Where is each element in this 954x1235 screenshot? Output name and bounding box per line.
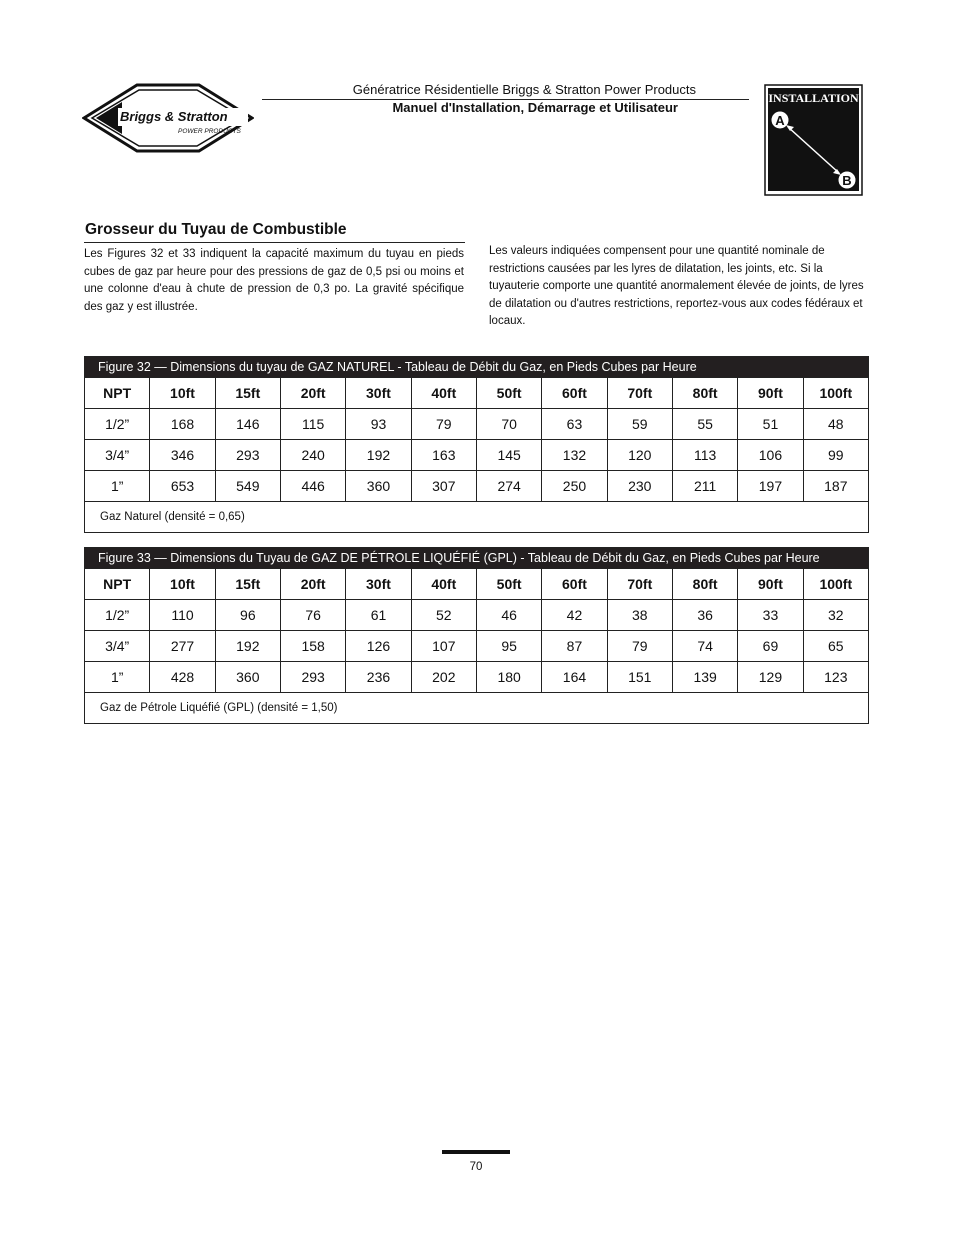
table-header-row — [85, 378, 869, 409]
table-cell: 61 — [346, 600, 411, 631]
table-row — [85, 600, 869, 631]
header-cell: 20ft — [280, 378, 345, 409]
table-cell: 1” — [85, 471, 150, 502]
restrictions-paragraph: Les valeurs indiquées compensent pour une quantité nominale de restrictions causées par les lyres de dilatation, les joints, etc. Si la tuyauterie comporte une quantité anormalement élevée de joints, de lyres de dilatation ou d'autres restrictions, reportez-vous aux codes fédéraux et locaux. — [489, 245, 864, 327]
table-cell: 113 — [672, 440, 737, 471]
table-cell: 65 — [803, 631, 868, 662]
table-cell: 33 — [738, 600, 803, 631]
table-cell: 187 — [803, 471, 868, 502]
table-cell: 192 — [215, 631, 280, 662]
table-header-row — [85, 569, 869, 600]
table-cell: 76 — [280, 600, 345, 631]
header-cell: 70ft — [607, 569, 672, 600]
table-cell: 250 — [542, 471, 607, 502]
svg-text:Briggs & Stratton: Briggs & Stratton — [120, 109, 228, 124]
header-cell: 100ft — [803, 569, 868, 600]
table-cell: 87 — [542, 631, 607, 662]
header-cell: 90ft — [738, 569, 803, 600]
header-cell: 20ft — [280, 569, 345, 600]
svg-text:INSTALLATION: INSTALLATION — [768, 91, 859, 105]
table-cell: 79 — [411, 409, 476, 440]
table-cell: 69 — [738, 631, 803, 662]
table-cell: 70 — [476, 409, 541, 440]
table-cell: 126 — [346, 631, 411, 662]
table-cell: 293 — [280, 662, 345, 693]
section-rule — [84, 242, 465, 243]
table-cell: 211 — [672, 471, 737, 502]
table-cell: 192 — [346, 440, 411, 471]
table-cell: 230 — [607, 471, 672, 502]
header-cell: 15ft — [215, 378, 280, 409]
table-cell: 446 — [280, 471, 345, 502]
table-cell: 293 — [215, 440, 280, 471]
table-cell: 164 — [542, 662, 607, 693]
table-cell: 42 — [542, 600, 607, 631]
table-cell: 360 — [346, 471, 411, 502]
installation-badge — [764, 84, 863, 196]
table-cell: 95 — [476, 631, 541, 662]
table-cell: 158 — [280, 631, 345, 662]
table-cell: 3/4” — [85, 440, 150, 471]
header-cell: 30ft — [346, 569, 411, 600]
header-cell: 40ft — [411, 569, 476, 600]
table-cell: 274 — [476, 471, 541, 502]
footer-bar — [442, 1150, 510, 1154]
header-cell: 70ft — [607, 378, 672, 409]
header-cell: 30ft — [346, 378, 411, 409]
table-row — [85, 440, 869, 471]
table-row — [85, 409, 869, 440]
table-cell: 549 — [215, 471, 280, 502]
table-cell: 132 — [542, 440, 607, 471]
table-row — [85, 631, 869, 662]
header-title: Génératrice Résidentielle Briggs & Stratton Power Products — [352, 82, 696, 97]
table-cell: 653 — [150, 471, 215, 502]
header-cell: 10ft — [150, 378, 215, 409]
table-cell: 139 — [672, 662, 737, 693]
table-cell: 38 — [607, 600, 672, 631]
table-cell: 93 — [346, 409, 411, 440]
table-cell: 74 — [672, 631, 737, 662]
header-cell: 60ft — [542, 569, 607, 600]
table-cell: 51 — [738, 409, 803, 440]
table-cell: 79 — [607, 631, 672, 662]
table-note: Gaz de Pétrole Liquéfié (GPL) (densité = 1,50) — [85, 693, 869, 724]
table-cell: 240 — [280, 440, 345, 471]
table-cell: 110 — [150, 600, 215, 631]
table-cell: 123 — [803, 662, 868, 693]
table-cell: 202 — [411, 662, 476, 693]
table-cell: 107 — [411, 631, 476, 662]
svg-text:A: A — [775, 113, 785, 128]
table-cell: 99 — [803, 440, 868, 471]
header-cell: 40ft — [411, 378, 476, 409]
table-row — [85, 471, 869, 502]
table-cell: 307 — [411, 471, 476, 502]
table-cell: 163 — [411, 440, 476, 471]
table-cell: 346 — [150, 440, 215, 471]
table-cell: 59 — [607, 409, 672, 440]
header-cell: 60ft — [542, 378, 607, 409]
header-cell: 100ft — [803, 378, 868, 409]
table-cell: 106 — [738, 440, 803, 471]
table-cell: 146 — [215, 409, 280, 440]
section-title: Grosseur du Tuyau de Combustible — [85, 221, 347, 238]
table-cell: 1” — [85, 662, 150, 693]
table-cell: 52 — [411, 600, 476, 631]
table-cell: 236 — [346, 662, 411, 693]
table-cell: 428 — [150, 662, 215, 693]
table-cell: 46 — [476, 600, 541, 631]
table-cell: 129 — [738, 662, 803, 693]
intro-paragraph: Les Figures 32 et 33 indiquent la capacité maximum du tuyau en pieds cubes de gaz par heure pour des pressions de gaz de 0,5 psi ou moins et une colonne d'eau à chute de pression de 0,3 po. La gravité spécifique des gaz y est illustrée. — [84, 248, 464, 313]
table-cell: 96 — [215, 600, 280, 631]
page-number: 70 — [469, 1161, 483, 1173]
table-cell: 36 — [672, 600, 737, 631]
table-cell: 3/4” — [85, 631, 150, 662]
table-cell: 180 — [476, 662, 541, 693]
table-cell: 360 — [215, 662, 280, 693]
header-cell: NPT — [85, 569, 150, 600]
header-cell: 15ft — [215, 569, 280, 600]
table-cell: 63 — [542, 409, 607, 440]
table-cell: 1/2” — [85, 600, 150, 631]
table-cell: 115 — [280, 409, 345, 440]
table-cell: 55 — [672, 409, 737, 440]
table-caption: Figure 32 — Dimensions du tuyau de GAZ NATUREL - Tableau de Débit du Gaz, en Pieds Cubes par Heure — [85, 357, 869, 378]
table-cell: 48 — [803, 409, 868, 440]
table-cell: 145 — [476, 440, 541, 471]
header-cell: NPT — [85, 378, 150, 409]
svg-text:POWER PRODUCTS: POWER PRODUCTS — [178, 128, 241, 135]
header-cell: 10ft — [150, 569, 215, 600]
table-cell: 1/2” — [85, 409, 150, 440]
table-cell: 120 — [607, 440, 672, 471]
header-cell: 80ft — [672, 569, 737, 600]
header-cell: 50ft — [476, 378, 541, 409]
header-cell: 80ft — [672, 378, 737, 409]
table-cell: 197 — [738, 471, 803, 502]
header-subtitle: Manuel d'Installation, Démarrage et Utilisateur — [392, 100, 678, 115]
table-caption: Figure 33 — Dimensions du Tuyau de GAZ DE PÉTROLE LIQUÉFIÉ (GPL) - Tableau de Débit du Gaz, en Pieds Cubes par Heure — [85, 548, 869, 569]
table-cell: 32 — [803, 600, 868, 631]
briggs-stratton-logo — [82, 82, 254, 154]
table-cell: 277 — [150, 631, 215, 662]
svg-text:B: B — [842, 173, 852, 188]
table-note: Gaz Naturel (densité = 0,65) — [85, 502, 869, 533]
header-cell: 50ft — [476, 569, 541, 600]
lpg-table — [84, 547, 869, 724]
table-row — [85, 662, 869, 693]
natural-gas-table — [84, 356, 869, 533]
header-cell: 90ft — [738, 378, 803, 409]
table-cell: 151 — [607, 662, 672, 693]
table-cell: 168 — [150, 409, 215, 440]
